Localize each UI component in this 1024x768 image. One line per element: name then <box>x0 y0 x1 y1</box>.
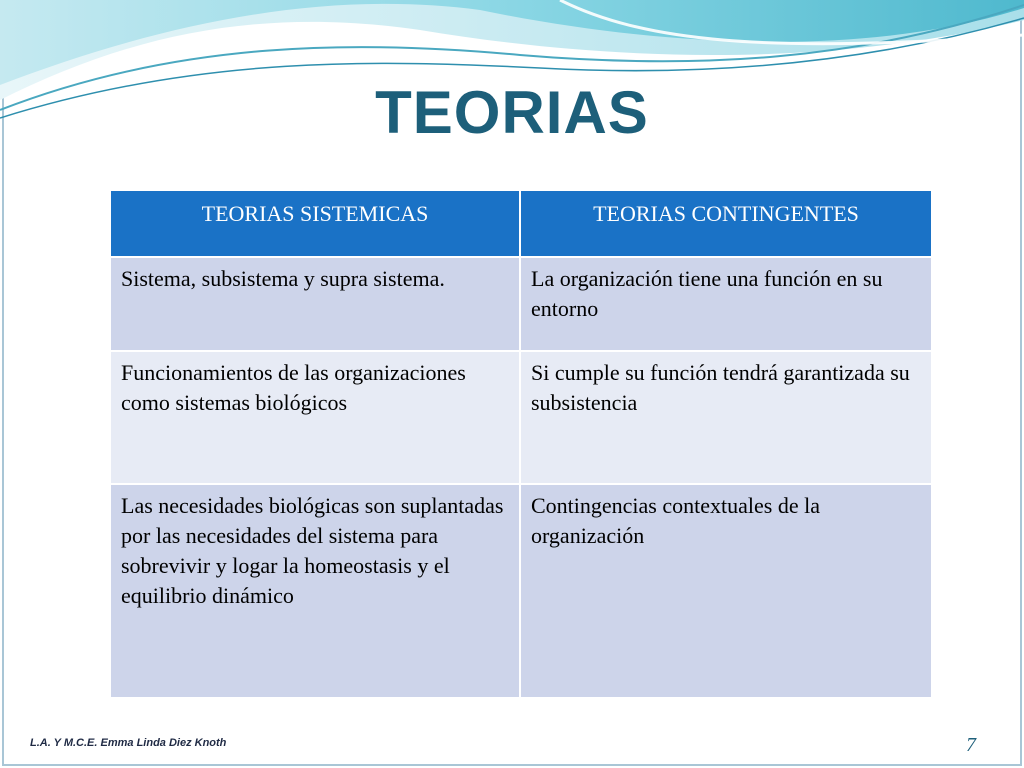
table-row <box>110 484 932 698</box>
slide-title: TEORIAS <box>375 79 649 146</box>
table-header-row <box>110 190 932 257</box>
table-cell: Si cumple su función tendrá garantizada su subsistencia <box>520 351 932 484</box>
footer-author: L.A. Y M.C.E. Emma Linda Diez Knoth <box>30 737 227 749</box>
table-cell: Las necesidades biológicas son suplantadas por las necesidades del sistema para sobrevivir y logar la homeostasis y el equilibrio dinámico <box>110 484 520 698</box>
table-cell: La organización tiene una función en su entorno <box>520 257 932 351</box>
header-contingentes: TEORIAS CONTINGENTES <box>520 190 932 257</box>
page-number: 7 <box>966 734 976 756</box>
table-cell: Contingencias contextuales de la organización <box>520 484 932 698</box>
table-cell: Sistema, subsistema y supra sistema. <box>110 257 520 351</box>
table-row <box>110 351 932 484</box>
table-row <box>110 257 932 351</box>
theories-table <box>109 189 933 699</box>
header-sistemicas: TEORIAS SISTEMICAS <box>110 190 520 257</box>
table-cell: Funcionamientos de las organizaciones como sistemas biológicos <box>110 351 520 484</box>
